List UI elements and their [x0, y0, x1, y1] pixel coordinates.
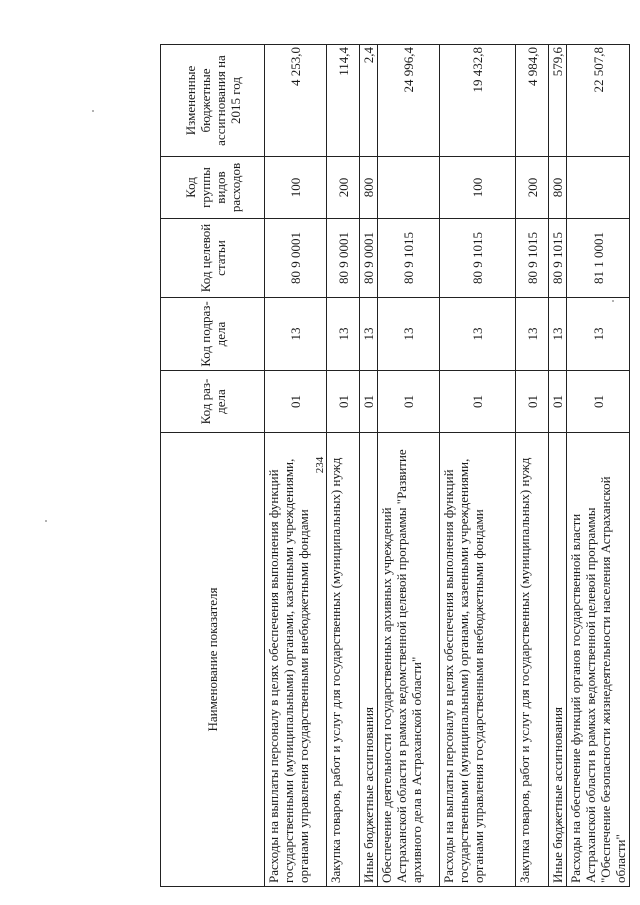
cell-statya: 80 9 1015	[516, 219, 549, 298]
cell-razdel: 01	[440, 371, 516, 433]
cell-name: Расходы на выплаты персоналу в целях обеспечения выполнения функций государственными (муниципальными) органами, казенными учреждениями, органами управления государственными внебюджетными фондами	[440, 433, 516, 887]
scan-speck	[92, 110, 94, 112]
cell-razdel: 01	[516, 371, 549, 433]
cell-vid: 100	[265, 157, 327, 219]
cell-vid	[378, 157, 440, 219]
table-row	[549, 45, 567, 887]
cell-podrazdel: 13	[360, 298, 378, 371]
budget-table	[160, 44, 630, 887]
cell-amount: 24 996,4	[378, 45, 440, 157]
cell-statya: 80 9 0001	[327, 219, 360, 298]
cell-statya: 81 1 0001	[567, 219, 630, 298]
cell-name: Обеспечение деятельности государственных архивных учреждений Астраханской области в рамках ведомственной целевой программы "Развитие архивного дела в Астраханской области"	[378, 433, 440, 887]
cell-amount: 4 253,0	[265, 45, 327, 157]
cell-podrazdel: 13	[327, 298, 360, 371]
cell-name: Иные бюджетные ассигнования	[360, 433, 378, 887]
cell-vid: 800	[360, 157, 378, 219]
table-header-row	[161, 45, 265, 887]
cell-podrazdel: 13	[378, 298, 440, 371]
table-row	[440, 45, 516, 887]
header-vid: Код группы видов расходов	[161, 157, 265, 219]
cell-vid: 200	[516, 157, 549, 219]
table-row	[516, 45, 549, 887]
cell-podrazdel: 13	[440, 298, 516, 371]
header-statya: Код целевой статьи	[161, 219, 265, 298]
cell-podrazdel: 13	[567, 298, 630, 371]
header-amount: Измененные бюджетные ассигнования на 2015 год	[161, 45, 265, 157]
cell-name: Закупка товаров, работ и услуг для государственных (муниципальных) нужд	[327, 433, 360, 887]
cell-statya: 80 9 1015	[378, 219, 440, 298]
page-number: 234	[314, 456, 326, 474]
cell-razdel: 01	[378, 371, 440, 433]
cell-razdel: 01	[567, 371, 630, 433]
cell-amount: 19 432,8	[440, 45, 516, 157]
cell-razdel: 01	[360, 371, 378, 433]
table-row	[327, 45, 360, 887]
scan-speck	[612, 300, 614, 302]
cell-amount: 2,4	[360, 45, 378, 157]
cell-razdel: 01	[549, 371, 567, 433]
table-row	[378, 45, 440, 887]
cell-vid: 200	[327, 157, 360, 219]
table-row	[360, 45, 378, 887]
cell-podrazdel: 13	[516, 298, 549, 371]
table-row	[567, 45, 630, 887]
cell-statya: 80 9 0001	[265, 219, 327, 298]
cell-podrazdel: 13	[549, 298, 567, 371]
cell-vid: 100	[440, 157, 516, 219]
cell-name: Расходы на выплаты персоналу в целях обеспечения выполнения функций государственными (муниципальными) органами, казенными учреждениями, органами управления государственными внебюджетными фондами	[265, 433, 327, 887]
cell-statya: 80 9 0001	[360, 219, 378, 298]
cell-amount: 114,4	[327, 45, 360, 157]
cell-amount: 4 984,0	[516, 45, 549, 157]
cell-podrazdel: 13	[265, 298, 327, 371]
cell-name: Расходы на обеспечение функций органов государственной власти Астраханской области в рамках ведомственной целевой программы "Обеспечение безопасности жизнедеятельности населения Астраханской области"	[567, 433, 630, 887]
cell-amount: 579,6	[549, 45, 567, 157]
header-podrazdel: Код подраз-дела	[161, 298, 265, 371]
scan-speck	[45, 520, 47, 522]
cell-amount: 22 507,8	[567, 45, 630, 157]
header-name: Наименование показателя	[161, 433, 265, 887]
cell-statya: 80 9 1015	[549, 219, 567, 298]
cell-vid	[567, 157, 630, 219]
cell-vid: 800	[549, 157, 567, 219]
table-row	[265, 45, 327, 887]
cell-name: Закупка товаров, работ и услуг для государственных (муниципальных) нужд	[516, 433, 549, 887]
cell-razdel: 01	[265, 371, 327, 433]
budget-table-rotated	[160, 45, 628, 887]
header-razdel: Код раз-дела	[161, 371, 265, 433]
cell-name: Иные бюджетные ассигнования	[549, 433, 567, 887]
cell-statya: 80 9 1015	[440, 219, 516, 298]
cell-razdel: 01	[327, 371, 360, 433]
